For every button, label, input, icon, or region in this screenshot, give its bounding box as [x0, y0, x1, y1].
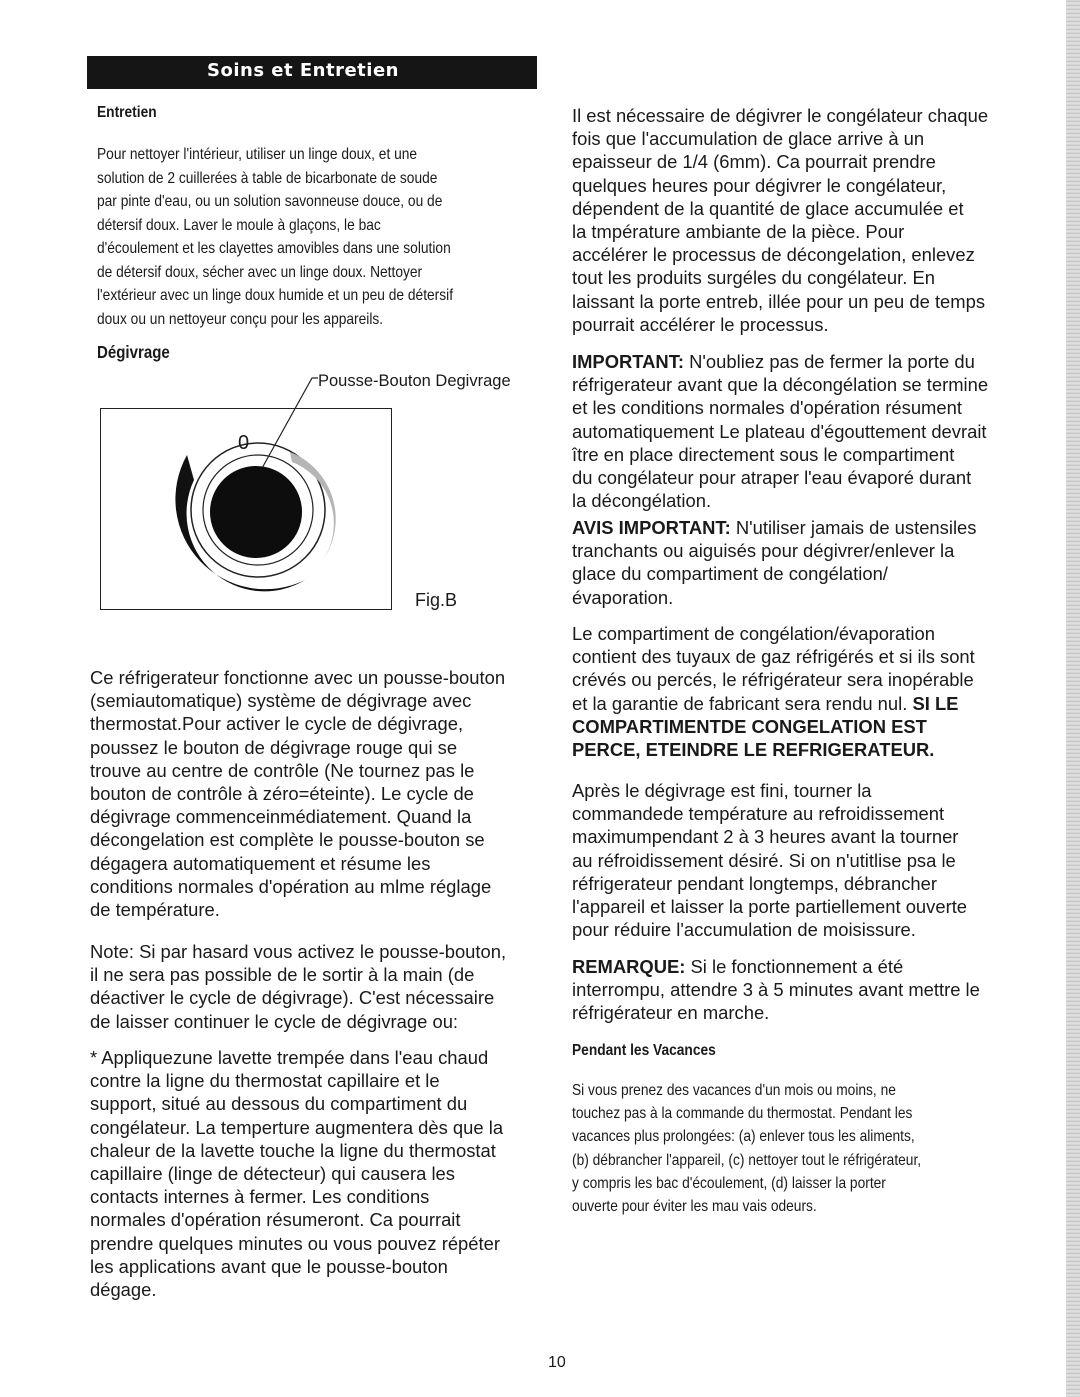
- text-line: bouton de contrôle à zéro=éteinte). Le cycle de: [90, 783, 474, 805]
- text-line: chaleur de la lavette touche la ligne du thermostat: [90, 1139, 496, 1161]
- text-line: contre la ligne du thermostat capillaire et le: [90, 1070, 440, 1092]
- text-line: doux ou un nettoyeur conçu pour les appareils.: [97, 310, 384, 328]
- text-line: dépendent de la quantité de glace accumulée et: [572, 197, 964, 219]
- apres-paragraph: [572, 779, 967, 941]
- text-line: pourrait accélérer le processus.: [572, 313, 829, 335]
- text-line: et la garantie de fabricant sera rendu nul. SI LE: [572, 692, 959, 714]
- figure-callout-label: Pousse-Bouton Degivrage: [318, 372, 511, 390]
- degivrer-paragraph: [572, 104, 988, 336]
- vacances-heading: Pendant les Vacances: [572, 1042, 716, 1059]
- figure-caption: Fig.B: [415, 590, 458, 610]
- avis-important-paragraph: [572, 516, 976, 609]
- compartiment-paragraph: [572, 622, 975, 761]
- text-line: la décongélation.: [572, 490, 712, 512]
- text-line: Note: Si par hasard vous activez le pousse-bouton,: [90, 941, 507, 962]
- text-line: tout les produits surgéles du congélateur. En: [572, 267, 935, 289]
- entretien-heading: Entretien: [97, 104, 157, 121]
- text-line: accélérer le processus de décongelation, enlevez: [572, 244, 975, 266]
- text-line: Ce réfrigerateur fonctionne avec un pousse-bouton: [90, 667, 506, 688]
- warning-line: PERCE, ETEINDRE LE REFRIGERATEUR.: [572, 739, 935, 761]
- text-line: au réfroidissement désiré. Si on n'utitlise psa le: [572, 849, 956, 871]
- text-line: pour réduire l'accumulation de moisissure.: [572, 919, 916, 941]
- text-line: dégagera automatiquement et résume les: [90, 852, 431, 874]
- text-line: Si vous prenez des vacances d'un mois ou moins, ne: [572, 1082, 896, 1099]
- text-line: décongelation est complète le pousse-bouton se: [90, 829, 485, 851]
- text-line: dégivrage commenceinmédiatement. Quand la: [90, 806, 472, 828]
- text-line: (b) débrancher l'appareil, (c) nettoyer tout le réfrigérateur,: [572, 1151, 922, 1169]
- text-line: l'appareil et laisser la porte partiellement ouverte: [572, 896, 968, 918]
- text-line: commandede température au refroidissement: [572, 803, 945, 825]
- warning-line: COMPARTIMENTDE CONGELATION EST: [572, 715, 927, 737]
- text-line: évaporation.: [572, 586, 674, 608]
- lavette-paragraph: [90, 1046, 503, 1301]
- text-line: et les conditions normales d'opération résument: [572, 397, 962, 419]
- text-line: Pour nettoyer l'intérieur, utiliser un linge doux, et une: [97, 146, 418, 163]
- text-line: tranchants ou aiguisés pour dégivrer/enlever la: [572, 540, 955, 562]
- warning-inline: SI LE: [907, 692, 959, 714]
- text-line: capillaire (linge de détecteur) qui causera les: [90, 1163, 455, 1185]
- text-line: détersif doux. Laver le moule à glaçons, le bac: [97, 216, 381, 234]
- text-line: Il est nécessaire de dégivrer le congélateur chaque: [572, 105, 989, 126]
- note-paragraph: [90, 940, 506, 1033]
- text-line: solution de 2 cuillerées à table de bicarbonate de soude: [97, 169, 438, 187]
- text-line: contacts internes à fermer. Les conditions: [90, 1186, 430, 1208]
- text-line: prendre quelques minutes ou vous pouvez répéter: [90, 1232, 500, 1254]
- remarque-paragraph: [572, 955, 980, 1025]
- text-line: touchez pas à la commande du thermostat. Pendant les: [572, 1105, 913, 1123]
- text-line: de température.: [90, 899, 220, 921]
- text-line: dégage.: [90, 1279, 157, 1301]
- section-title: Soins et Entretien: [207, 60, 399, 81]
- degivrage-paragraph: [90, 666, 505, 921]
- text-line: réfrigerateur avant que la décongélation se termine: [572, 374, 989, 396]
- page-number: 10: [548, 1354, 566, 1371]
- text-line: * Appliquezune lavette trempée dans l'eau chaud: [90, 1047, 489, 1068]
- text-line: congélateur. La temperture augmentera dès que la: [90, 1116, 504, 1138]
- text-line: glace du compartiment de congélation/: [572, 563, 888, 585]
- text-line: réfrigérateur en marche.: [572, 1002, 770, 1024]
- text-line: thermostat.Pour activer le cycle de dégivrage,: [90, 713, 464, 735]
- dial-zero-label: 0: [238, 432, 250, 454]
- text-line: crévés ou percés, le réfrigérateur sera inopérable: [572, 669, 974, 691]
- text-line: IMPORTANT: N'oubliez pas de fermer la porte du: [572, 351, 975, 372]
- text-line: ouverte pour éviter les mau vais odeurs.: [572, 1198, 817, 1216]
- text-line: y compris les bac d'écoulement, (d) laisser la porter: [572, 1174, 886, 1192]
- text-line: conditions normales d'opération au mlme réglage: [90, 875, 492, 897]
- vacances-paragraph: [572, 1079, 921, 1218]
- text-line: maximumpendant 2 à 3 heures avant la tourner: [572, 826, 959, 848]
- text-line: de détersif doux, sécher avec un linge doux. Nettoyer: [97, 263, 423, 281]
- text-line: laissant la porte entreb, illée pour un peu de temps: [572, 290, 986, 312]
- text-line: il ne sera pas possible de le sortir à la main (de: [90, 964, 475, 986]
- text-line: normales d'opération résumeront. Ca pourrait: [90, 1209, 461, 1231]
- text-line: les applications avant que le pousse-bouton: [90, 1255, 448, 1277]
- text-line: trouve au centre de contrôle (Ne tournez pas le: [90, 759, 475, 781]
- text-line: Après le dégivrage est fini, tourner la: [572, 780, 872, 801]
- text-line: epaisseur de 1/4 (6mm). Ca pourrait prendre: [572, 151, 936, 173]
- push-button: [210, 466, 302, 558]
- text-line: l'extérieur avec un linge doux humide et un peu de détersif: [97, 287, 454, 304]
- text-line: poussez le bouton de dégivrage rouge qui se: [90, 736, 458, 758]
- text-line: d'écoulement et les clayettes amovibles dans une solution: [97, 240, 451, 257]
- text-line: support, situé au dessous du compartiment du: [90, 1093, 468, 1115]
- text-line: par pinte d'eau, ou un solution savonneuse douce, ou de: [97, 193, 443, 210]
- text-line: contient des tuyaux de gaz réfrigérés et si ils sont: [572, 646, 975, 668]
- degivrage-heading: Dégivrage: [97, 342, 170, 362]
- text-line: du congélateur pour atraper l'eau évaporé durant: [572, 467, 972, 489]
- text-line: la tmpérature ambiante de la pièce. Pour: [572, 221, 905, 243]
- text-line: REMARQUE: Si le fonctionnement a été: [572, 956, 904, 977]
- remarque-label: REMARQUE:: [572, 956, 686, 977]
- important-paragraph: [572, 350, 988, 512]
- text-line: Le compartiment de congélation/évaporation: [572, 623, 935, 644]
- text-line: réfrigerateur pendant longtemps, débrancher: [572, 872, 937, 894]
- text-line: interrompu, attendre 3 à 5 minutes avant mettre le: [572, 979, 980, 1001]
- text-line: vacances plus prolongées: (a) enlever tous les aliments,: [572, 1128, 915, 1146]
- text-line: AVIS IMPORTANT: N'utiliser jamais de ustensiles: [572, 517, 977, 538]
- text-line: déactiver le cycle de dégivrage). C'est nécessaire: [90, 987, 495, 1009]
- text-line: de laisser continuer le cycle de dégivrage ou:: [90, 1010, 459, 1032]
- text-line: fois que l'accumulation de glace arrive à un: [572, 128, 925, 150]
- text-line: quelques heures pour dégivrer le congélateur,: [572, 174, 947, 196]
- text-line: ître en place directement sous le compartiment: [572, 443, 955, 465]
- avis-important-label: AVIS IMPORTANT:: [572, 517, 731, 538]
- important-label: IMPORTANT:: [572, 351, 685, 372]
- text-line: (semiautomatique) système de dégivrage avec: [90, 690, 472, 712]
- text-line: automatiquement Le plateau d'égouttement devrait: [572, 420, 987, 442]
